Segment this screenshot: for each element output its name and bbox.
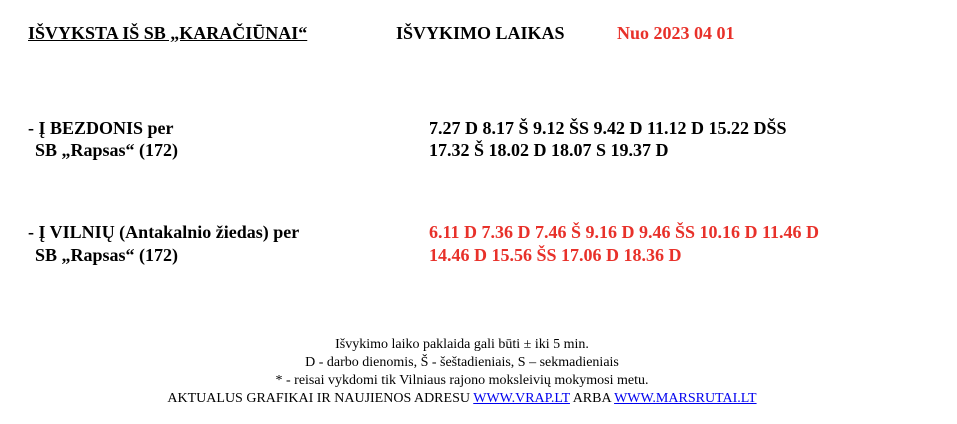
marsrutai-link[interactable]: WWW.MARSRUTAI.LT <box>614 391 757 406</box>
route-vilnius-destination: - Į VILNIŲ (Antakalnio žiedas) per <box>28 222 300 242</box>
info-line <box>0 390 924 408</box>
or-text: ARBA <box>572 391 611 406</box>
footer-notes <box>0 336 924 408</box>
day-legend: D - darbo dienomis, Š - šeštadieniais, S – sekmadieniais <box>305 355 619 370</box>
route-bezdonis-times-line2: 17.32 Š 18.02 D 18.07 S 19.37 D <box>429 140 669 160</box>
route-vilnius-times-line1: 6.11 D 7.36 D 7.46 Š 9.16 D 9.46 ŠS 10.16 D 11.46 D <box>429 222 820 242</box>
departure-time-heading: IŠVYKIMO LAIKAS <box>396 23 565 43</box>
tolerance-note: Išvykimo laiko paklaida gali būti ± iki 5 min. <box>335 337 589 352</box>
route-vilnius-times-line2: 14.46 D 15.56 ŠS 17.06 D 18.36 D <box>429 245 682 265</box>
route-bezdonis-destination: - Į BEZDONIS per <box>28 118 174 138</box>
valid-from-date: Nuo 2023 04 01 <box>617 23 735 43</box>
route-bezdonis-via: SB „Rapsas“ (172) <box>35 140 179 160</box>
departs-from-heading: IŠVYKSTA IŠ SB „KARAČIŪNAI“ <box>28 23 308 43</box>
vrap-link[interactable]: WWW.VRAP.LT <box>473 391 570 406</box>
route-vilnius-via: SB „Rapsas“ (172) <box>35 245 179 265</box>
school-trips-note: * - reisai vykdomi tik Vilniaus rajono moksleivių mokymosi metu. <box>275 373 649 388</box>
route-bezdonis-times-line1: 7.27 D 8.17 Š 9.12 ŠS 9.42 D 11.12 D 15.22 DŠS <box>429 118 787 138</box>
info-prefix: AKTUALUS GRAFIKAI IR NAUJIENOS ADRESU <box>167 391 470 406</box>
